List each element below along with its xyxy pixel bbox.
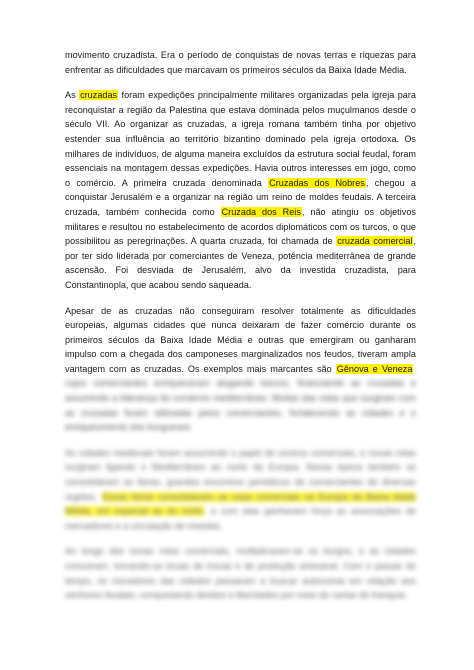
paragraph-1: movimento cruzadista. Era o período de conquistas de novas terras e riquezas para enfrentar as dificuldades que marcavam os primeiros séculos da Baixa Idade Média. [65,50,416,75]
text-segment: Apesar de as cruzadas não conseguiram resolver totalmente as dificuldades europeias, algumas cidades que nunca deixaram de fazer comércio durante os primeiros séculos da Baixa Idade Média e outras que emergiram ou ganharam impulso com a chegada dos camponeses marginalizados nos feudos, tiveram ampla vantagem com as cruzadas. Os exemplos mais marcantes são [65,305,416,374]
text-segment: , chegou a conquistar Jerusalém e a organizar na região um reino de moldes feudais. A terceira cruzada, também conhecida como [65,177,416,217]
paragraph-5: Ao longo das novas rotas comerciais, multiplicaram-se os burgos, e as cidades cresceram, tornando-se locais de trocas e de produção artesanal. Com o passar do tempo, os moradores das cidades passaram a buscar autonomia em relação aos senhores feudais, conquistando direitos e liberdades por meio de cartas de franquia. [65,546,416,601]
highlight-cruzadas-dos-nobres: Cruzadas dos Nobres [269,177,365,188]
text-segment: , e com elas ganhavam força as associações de mercadores e a circulação de moedas. [65,506,416,531]
text-segment: As cidades medievais foram assumindo o papel de centros comerciais, e novas rotas surgiram ligando o Mediterrâneo ao norte da Europa. Nessa época também se consolidaram as feiras, grandes encontros periódicos de comerciantes de diversas regiões. [65,447,416,502]
text-segment: , cujos comerciantes enriqueceram alugando barcos, financiando as cruzadas e assumindo a liderança do comércio mediterrâneo. Muitas das rotas que surgiram com as cruzadas foram utilizadas pelos comerciantes, fortalecendo as cidades e o enriquecimento dos burgueses. [65,363,416,433]
text-segment: As [65,90,80,101]
text-segment: , não atingiu os objetivos militares e resultou no estabelecimento de acordos diplomáticos com os turcos, o que possibilitou as peregrinações. A quarta cruzada, foi chamada de [65,206,416,247]
highlight-cruzada-dos-reis: Cruzada dos Reis [221,206,301,217]
text-segment: , por ter sido liderada por comerciantes de Veneza, potência mediterrânea de grande ascensão. Foi desviada de Jerusalém, alvo da investida cruzadista, para Constantinopla, que acabou sendo saqueada. [65,236,416,290]
highlight-genova-veneza: Gênova e Veneza [336,363,413,374]
paragraph-2 [65,88,416,292]
highlight-cruzadas: cruzadas [80,90,118,101]
text-segment: foram expedições principalmente militares organizadas pela igreja para reconquistar a região da Palestina que estava dominada pelos muçulmanos desde o século VII. Ao organizar as cruzadas, a igreja romana também tinha por objetivo estender sua influência ao território bizantino dominado pela igreja ortodoxa. Os milhares de indivíduos, de alguma maneira excluídos da estrutura social feudal, foram essenciais na montagem dessas expedições. Havia outros interesses em jogo, como o comércio. A primeira cruzada denominada [65,90,417,188]
paragraph-3 [65,304,416,435]
highlight-feiras: Essas feiras consolidavam as rotas comerciais na Europa da Baixa Idade Média, em especial as do norte [65,491,416,517]
paragraph-4 [65,446,416,534]
blurred-content [65,446,416,603]
highlight-cruzada-comercial: cruzada comercial [337,236,413,247]
